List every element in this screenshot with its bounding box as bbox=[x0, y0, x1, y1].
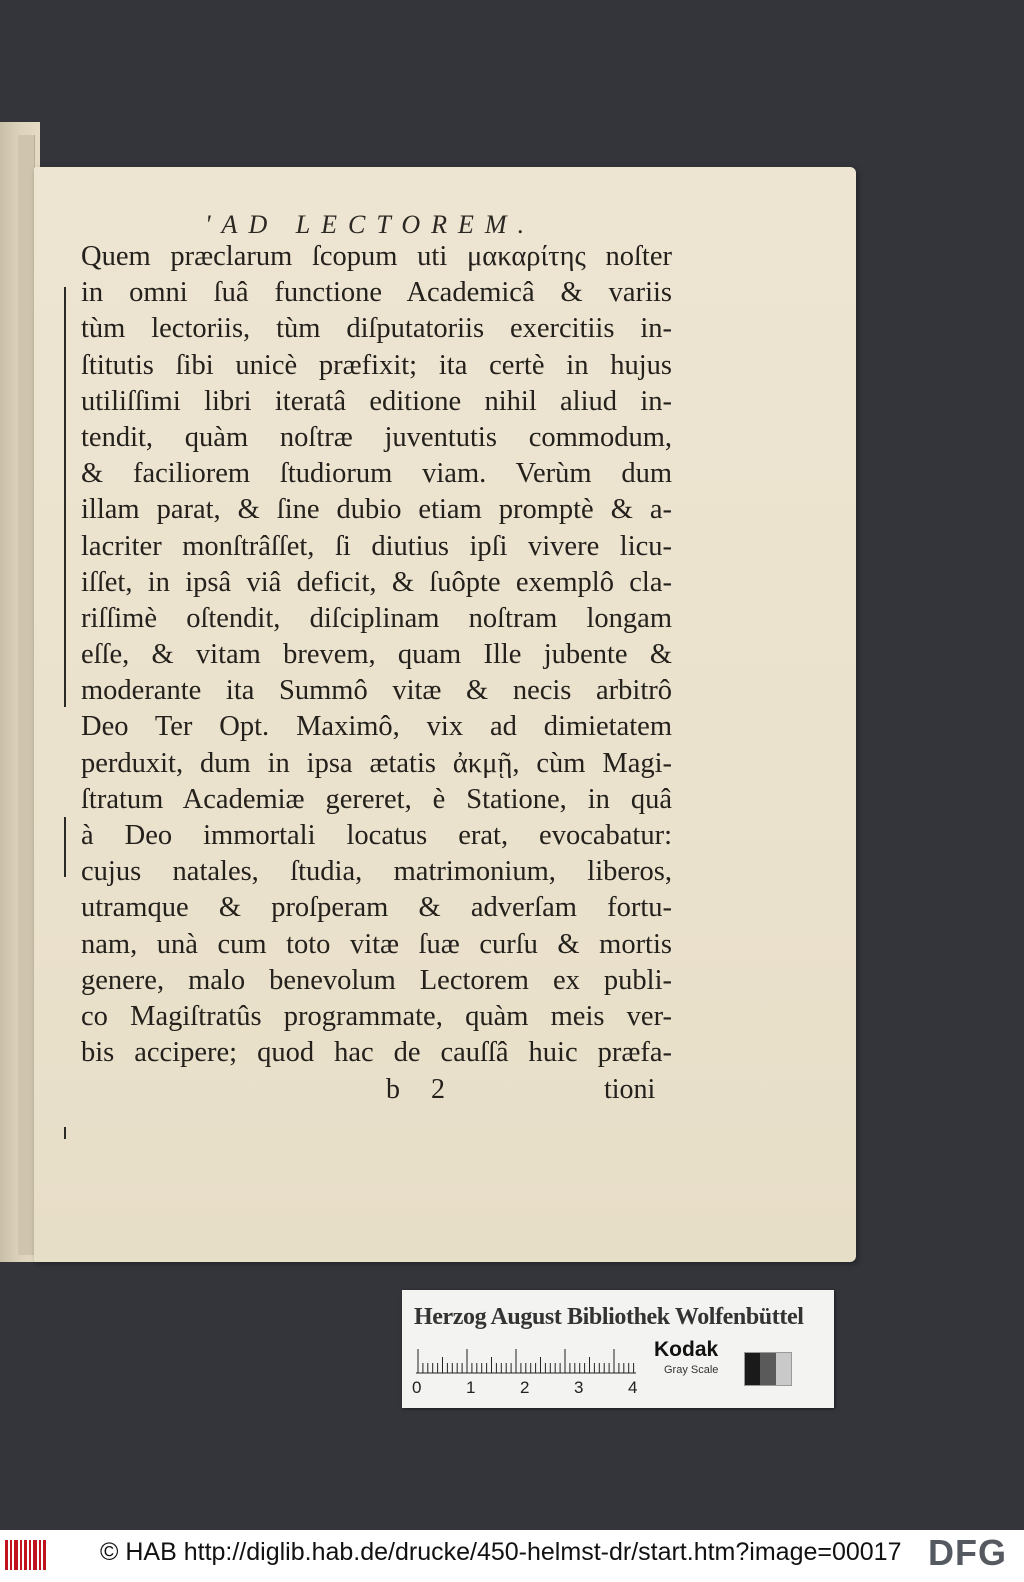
text-line: bis accipere; quod hac de cauſſâ huic præfa- bbox=[81, 1037, 672, 1069]
running-head: 'AD LECTOREM. bbox=[205, 210, 536, 239]
text-line: tendit, quàm noſtræ juventutis commodum, bbox=[81, 421, 672, 453]
text-line: riſſimè oſtendit, diſciplinam noſtram longam bbox=[81, 602, 672, 634]
ruler-number: 2 bbox=[520, 1378, 530, 1397]
text-line: genere, malo benevolum Lectorem ex publi- bbox=[81, 964, 672, 996]
dfg-logo: DFG bbox=[928, 1532, 1007, 1573]
library-name: Herzog August Bibliothek Wolfenbüttel bbox=[414, 1304, 804, 1330]
source-link[interactable]: © HAB http://diglib.hab.de/drucke/450-helmst-dr/start.htm?image=00017 bbox=[100, 1538, 902, 1566]
ruler-number: 0 bbox=[412, 1378, 422, 1397]
text-line: Quem præclarum ſcopum uti μακαρίτης noſter bbox=[81, 241, 672, 272]
text-line: iſſet, in ipsâ viâ deficit, & ſuôpte exemplô cla- bbox=[81, 566, 672, 598]
gutter-line bbox=[64, 287, 66, 707]
page-edge-strip bbox=[18, 135, 35, 1255]
ruler-icon bbox=[416, 1348, 636, 1374]
text-line: lacriter monſtrâſſet, ſi diutius ipſi vivere licu- bbox=[81, 530, 672, 562]
kodak-logo: Kodak bbox=[654, 1338, 719, 1361]
gutter-line bbox=[64, 1127, 66, 1139]
text-line: ſtitutis ſibi unicè præfixit; ita certè in hujus bbox=[81, 349, 672, 381]
text-line: utramque & proſperam & adverſam fortu- bbox=[81, 892, 672, 924]
ruler-number: 4 bbox=[628, 1378, 638, 1397]
catchword: tioni bbox=[604, 1074, 656, 1105]
body-text bbox=[81, 239, 672, 1071]
barcode-icon bbox=[4, 1538, 48, 1572]
footer-bar bbox=[0, 1530, 1024, 1582]
signature-mark: b 2 bbox=[386, 1074, 457, 1105]
text-line: nam, unà cum toto vitæ ſuæ curſu & mortis bbox=[81, 928, 672, 960]
kodak-gray-scale-label: Gray Scale bbox=[664, 1364, 719, 1376]
text-line: tùm lectoriis, tùm diſputatoriis exercitiis in- bbox=[81, 313, 672, 345]
text-line: à Deo immortali locatus erat, evocabatur: bbox=[81, 820, 672, 851]
text-line: cujus natales, ſtudia, matrimonium, liberos, bbox=[81, 856, 672, 888]
text-line: Deo Ter Opt. Maximô, vix ad dimietatem bbox=[81, 711, 672, 743]
text-line: eſſe, & vitam brevem, quam Ille jubente & bbox=[81, 639, 672, 671]
ruler-numbers bbox=[410, 1378, 640, 1400]
text-line: co Magiſtratûs programmate, quàm meis ver- bbox=[81, 1000, 672, 1032]
ruler-number: 3 bbox=[574, 1378, 584, 1397]
text-line: perduxit, dum in ipsa ætatis ἀκμῇ, cùm Magi- bbox=[81, 747, 672, 779]
gutter-line bbox=[64, 817, 66, 877]
ruler-number: 1 bbox=[466, 1378, 476, 1397]
text-line: utiliſſimi libri iteratâ editione nihil aliud in- bbox=[81, 385, 672, 417]
text-line: ſtratum Academiæ gereret, è Statione, in quâ bbox=[81, 783, 672, 815]
text-line: moderante ita Summô vitæ & necis arbitrô bbox=[81, 675, 672, 707]
text-line: illam parat, & ſine dubio etiam promptè & a- bbox=[81, 494, 672, 526]
scale-card bbox=[402, 1290, 834, 1408]
text-line: in omni ſuâ functione Academicâ & variis bbox=[81, 277, 672, 309]
gray-scale-patch bbox=[744, 1352, 792, 1386]
text-line: & faciliorem ſtudiorum viam. Verùm dum bbox=[81, 458, 672, 490]
